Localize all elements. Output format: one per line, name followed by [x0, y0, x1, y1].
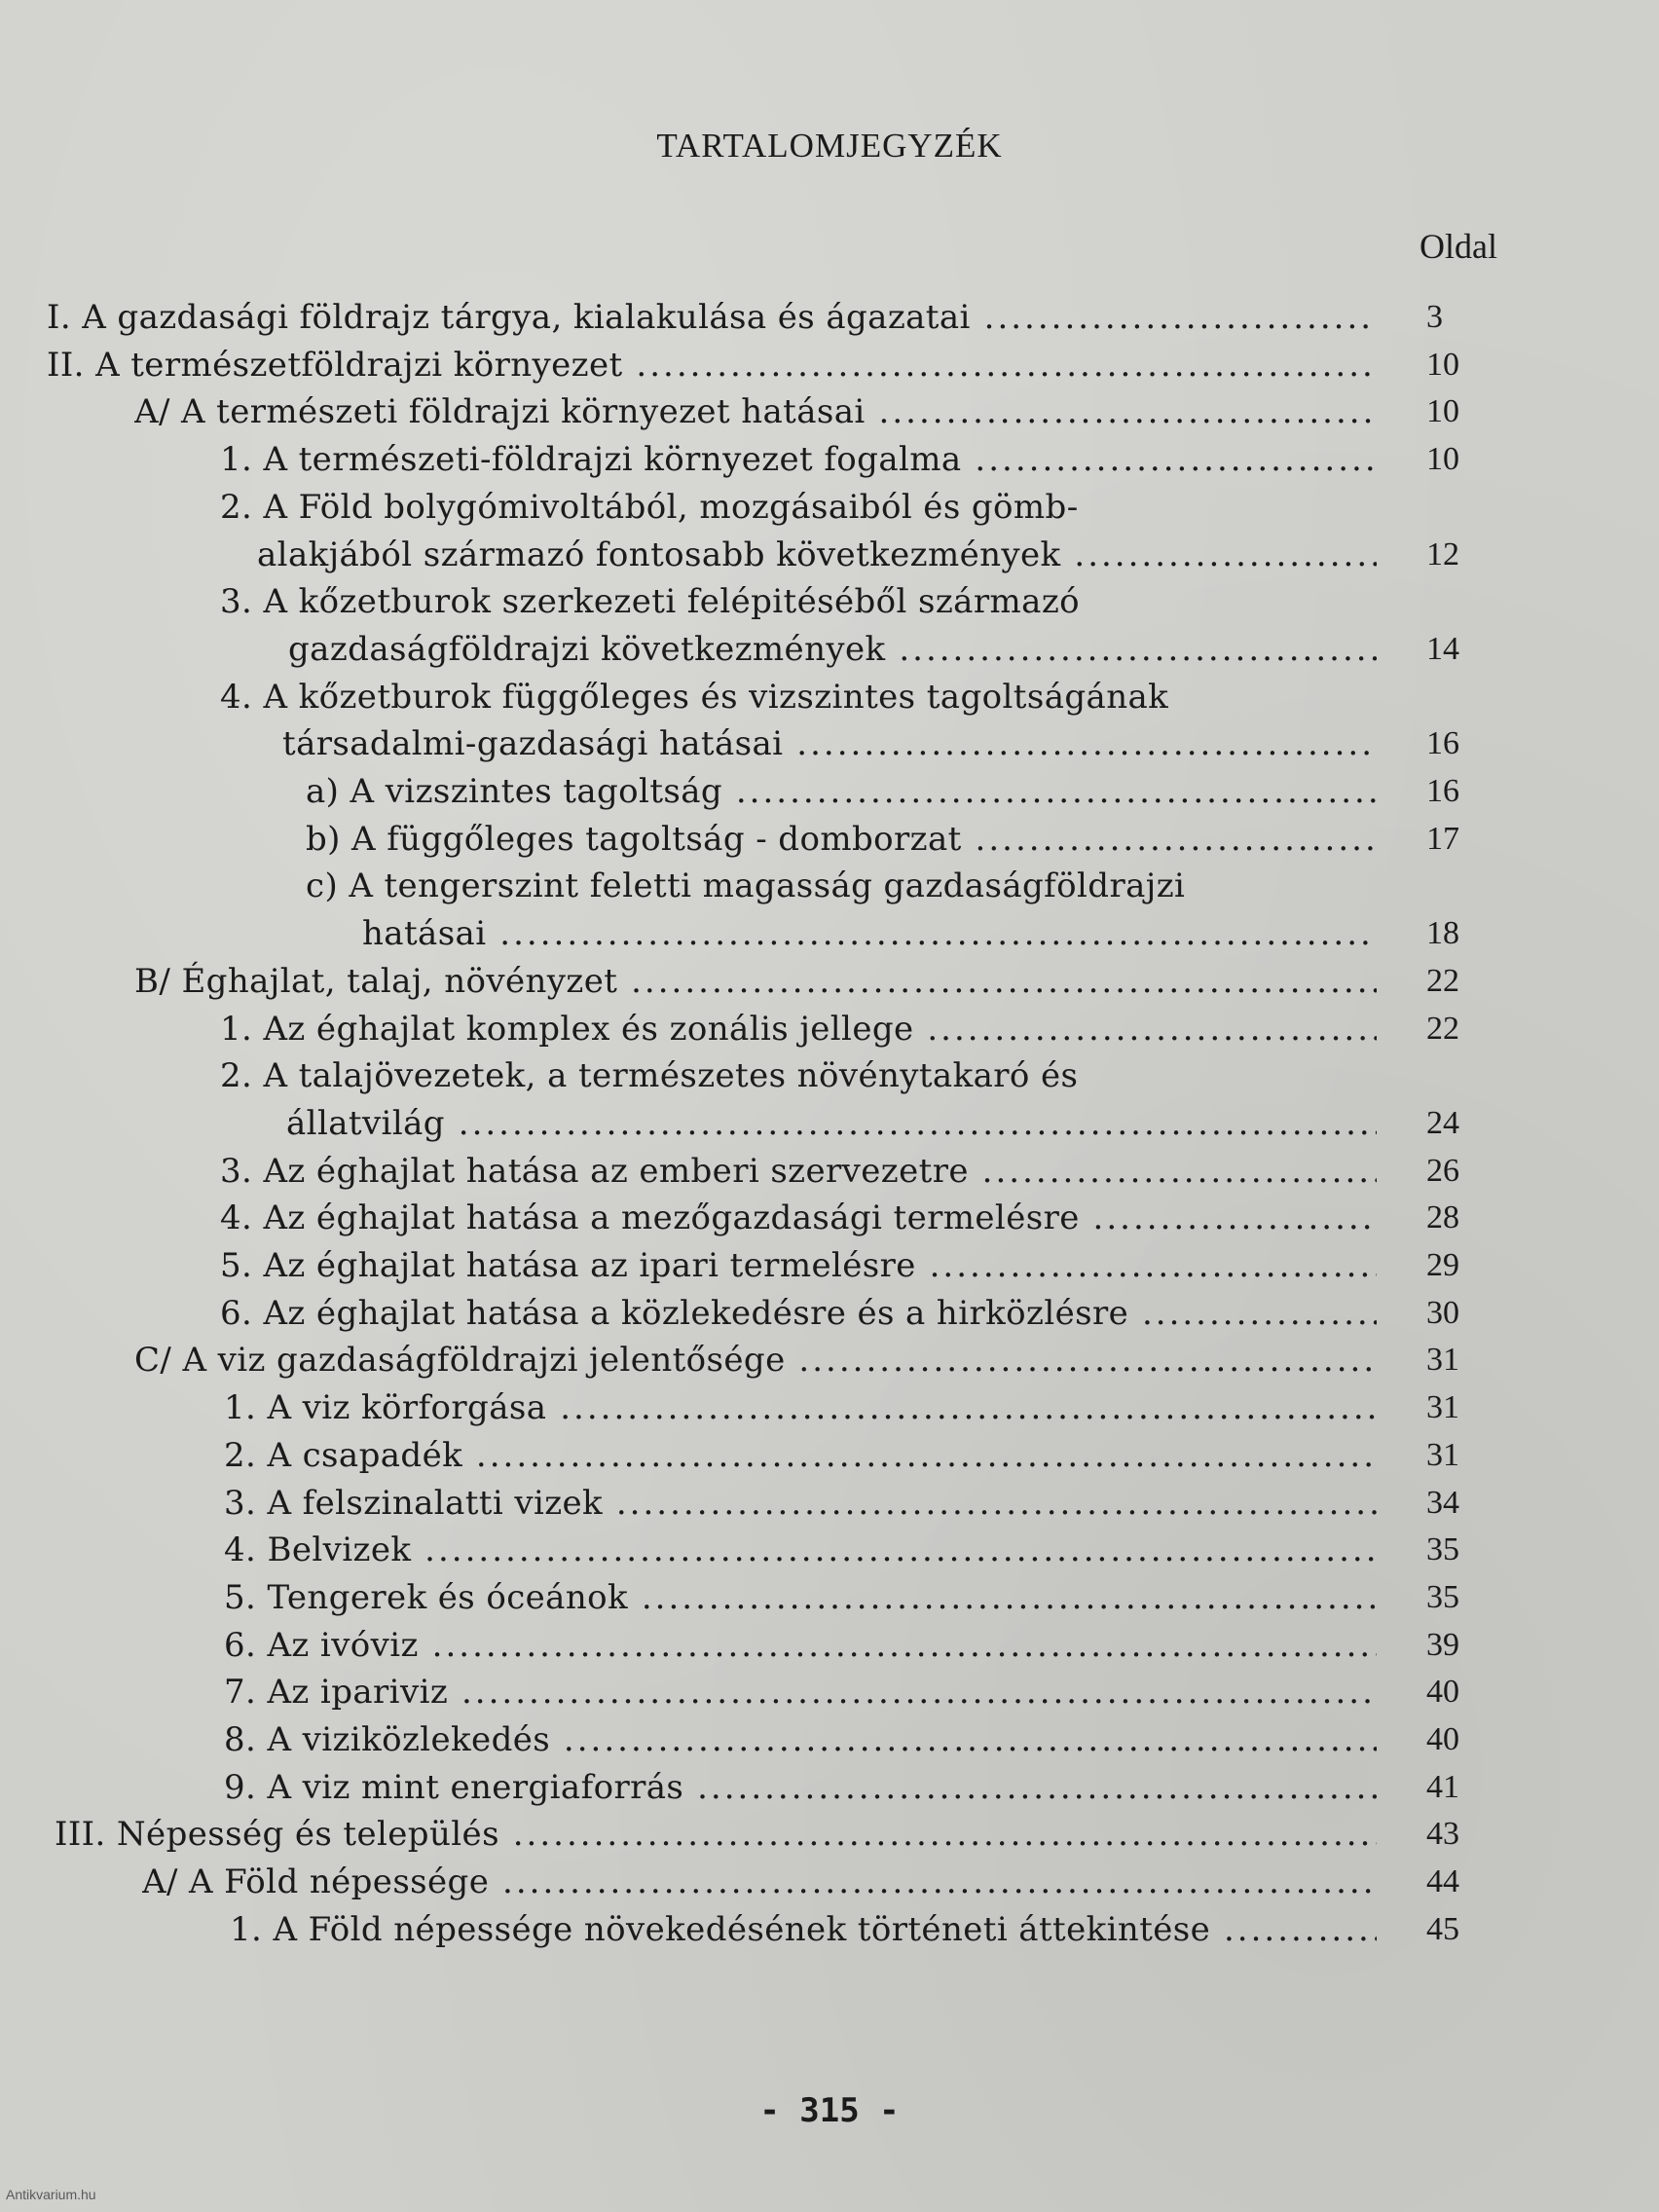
- toc-entry: [0, 816, 1659, 863]
- watermark: Antikvarium.hu: [6, 2187, 96, 2202]
- toc-entry-page: 17: [1426, 820, 1459, 857]
- toc-entry: [0, 1906, 1659, 1953]
- toc-entry-page: 24: [1426, 1104, 1459, 1141]
- toc-entry-page: 31: [1426, 1342, 1459, 1379]
- toc-entry-label: 2. A talajövezetek, a természetes növénytakaró és: [220, 1056, 1079, 1096]
- toc-entry-label: 3. Az éghajlat hatása az emberi szervezetre .....: [220, 1148, 1377, 1195]
- toc-entry-label: 4. Az éghajlat hatása a mezőgazdasági termelésre .....: [220, 1195, 1377, 1241]
- toc-entry-page: 28: [1426, 1199, 1459, 1236]
- toc-entry-page: 35: [1426, 1531, 1459, 1568]
- toc-entry-page: 41: [1426, 1768, 1459, 1805]
- toc-entry: [0, 626, 1659, 673]
- toc-entry-page: [1426, 484, 1514, 531]
- toc-entry-label: 9. A viz mint energiaforrás .....: [224, 1764, 1377, 1811]
- toc-entry: [0, 1384, 1659, 1431]
- toc-entry-label: gazdaságföldrajzi következmények .....: [288, 626, 1377, 673]
- toc-entry-page: 26: [1426, 1152, 1459, 1189]
- toc-entry-label: c) A tengerszint feletti magasság gazdaságföldrajzi: [306, 866, 1186, 906]
- toc-entry-page: 34: [1426, 1484, 1459, 1521]
- toc-entry-label: C/ A viz gazdaságföldrajzi jelentősége .....: [134, 1337, 1377, 1383]
- toc-entry: [0, 1432, 1659, 1479]
- toc-entry-page: 16: [1426, 725, 1459, 762]
- toc-entry-label: A/ A Föld népessége .....: [142, 1859, 1377, 1905]
- toc-entry-label: III. Népesség és település .....: [55, 1811, 1377, 1858]
- toc-entry-page: [1426, 863, 1514, 909]
- toc-entry: [0, 532, 1659, 578]
- toc-entry-label: 2. A Föld bolygómivoltából, mozgásaiból és gömb-: [220, 487, 1079, 527]
- toc-entry-label: hatásai .....: [362, 910, 1377, 957]
- toc-entry: [0, 1669, 1659, 1715]
- toc-entry-page: 30: [1426, 1294, 1459, 1331]
- toc-entry-label: 6. Az ivóviz .....: [224, 1622, 1377, 1669]
- toc-entry-label: a) A vizszintes tagoltság .....: [306, 768, 1377, 815]
- toc-entry: [0, 1052, 1659, 1099]
- toc-entry-label: B/ Éghajlat, talaj, növényzet .....: [134, 958, 1377, 1005]
- toc-entry-page: 31: [1426, 1389, 1459, 1426]
- toc-entry: [0, 1859, 1659, 1905]
- toc-entry-page: [1426, 1052, 1514, 1099]
- toc-entry: [0, 342, 1659, 388]
- toc-entry-label: 3. A kőzetburok szerkezeti felépitéséből származó: [220, 582, 1080, 622]
- toc-entry-page: 39: [1426, 1626, 1459, 1663]
- toc-entry: [0, 1006, 1659, 1052]
- toc-entry-label: A/ A természeti földrajzi környezet hatásai .....: [134, 388, 1377, 435]
- toc-entry: [0, 1716, 1659, 1763]
- toc-entry: [0, 958, 1659, 1005]
- toc-entry-label: 4. A kőzetburok függőleges és vizszintes tagoltságának: [220, 677, 1169, 717]
- toc-entry: [0, 294, 1659, 341]
- toc-entry: [0, 484, 1659, 531]
- toc-entry-label: 1. A viz körforgása .....: [224, 1384, 1377, 1431]
- toc-entry-label: 3. A felszinalatti vizek .....: [224, 1480, 1377, 1527]
- toc-entry-page: 10: [1426, 393, 1459, 430]
- toc-entry: [0, 1337, 1659, 1383]
- toc-entry: [0, 720, 1659, 767]
- toc-entry: [0, 768, 1659, 815]
- toc-entry-page: [1426, 674, 1514, 720]
- toc-entry-label: 5. Tengerek és óceánok .....: [224, 1574, 1377, 1621]
- toc-entry: [0, 1811, 1659, 1858]
- toc-entry-label: 4. Belvizek .....: [224, 1527, 1377, 1573]
- toc-entry-page: 16: [1426, 773, 1459, 809]
- toc-entry-page: 10: [1426, 441, 1459, 478]
- toc-entry: [0, 1195, 1659, 1241]
- toc-entry: [0, 1100, 1659, 1147]
- toc-entry-page: 40: [1426, 1721, 1459, 1757]
- toc-entry-page: 12: [1426, 535, 1459, 572]
- toc-title: TARTALOMJEGYZÉK: [656, 127, 1003, 165]
- toc-entry: [0, 1242, 1659, 1289]
- toc-entry: [0, 1527, 1659, 1573]
- toc-entry: [0, 1148, 1659, 1195]
- toc-entry-label: b) A függőleges tagoltság - domborzat .....: [306, 816, 1377, 863]
- toc-entry: [0, 674, 1659, 720]
- toc-entry-page: 22: [1426, 1010, 1459, 1047]
- toc-entry-page: 31: [1426, 1436, 1459, 1473]
- toc-entry-label: 1. A Föld népessége növekedésének történeti áttekintése .....: [230, 1906, 1377, 1953]
- toc-entry-page: 29: [1426, 1247, 1459, 1283]
- toc-entry: [0, 388, 1659, 435]
- toc-entry-label: 1. Az éghajlat komplex és zonális jellege .....: [220, 1006, 1377, 1052]
- toc-entry-page: 35: [1426, 1578, 1459, 1615]
- toc-entry-page: 45: [1426, 1910, 1459, 1947]
- toc-entry-page: 43: [1426, 1816, 1459, 1853]
- toc-entry-page: 44: [1426, 1863, 1459, 1900]
- toc-entry-page: 3: [1426, 299, 1443, 335]
- toc-entry: [0, 1480, 1659, 1527]
- toc-entry: [0, 436, 1659, 483]
- toc-entry-page: 10: [1426, 346, 1459, 383]
- toc-entry: [0, 1622, 1659, 1669]
- toc-entry-label: 6. Az éghajlat hatása a közlekedésre és a hirközlésre .....: [220, 1290, 1377, 1337]
- toc-entry-label: állatvilág .....: [286, 1100, 1377, 1147]
- toc-entry: [0, 910, 1659, 957]
- toc-entry-label: 8. A viziközlekedés .....: [224, 1716, 1377, 1763]
- toc-entry-label: 7. Az ipariviz .....: [224, 1669, 1377, 1715]
- toc-entry-page: 40: [1426, 1674, 1459, 1711]
- toc-entry-page: [1426, 578, 1514, 625]
- toc-entry-label: I. A gazdasági földrajz tárgya, kialakulása és ágazatai .....: [47, 294, 1377, 341]
- toc-entry: [0, 1764, 1659, 1811]
- page-column-header: Oldal: [1419, 227, 1497, 266]
- toc-entry: [0, 1574, 1659, 1621]
- toc-entry-page: 18: [1426, 915, 1459, 952]
- toc-entry-label: II. A természetföldrajzi környezet .....: [47, 342, 1377, 388]
- toc-entry-label: alakjából származó fontosabb következmények .....: [257, 532, 1377, 578]
- toc-entry: [0, 578, 1659, 625]
- toc-entry: [0, 863, 1659, 909]
- toc-entry-label: 1. A természeti-földrajzi környezet fogalma .....: [220, 436, 1377, 483]
- toc-entry-page: 14: [1426, 630, 1459, 667]
- toc-entry-label: társadalmi-gazdasági hatásai .....: [282, 720, 1377, 767]
- toc-entry-label: 2. A csapadék .....: [224, 1432, 1377, 1479]
- toc-entry-label: 5. Az éghajlat hatása az ipari termelésre .....: [220, 1242, 1377, 1289]
- toc-entry: [0, 1290, 1659, 1337]
- toc-entry-page: 22: [1426, 962, 1459, 999]
- page-number-footer: - 315 -: [759, 2091, 900, 2130]
